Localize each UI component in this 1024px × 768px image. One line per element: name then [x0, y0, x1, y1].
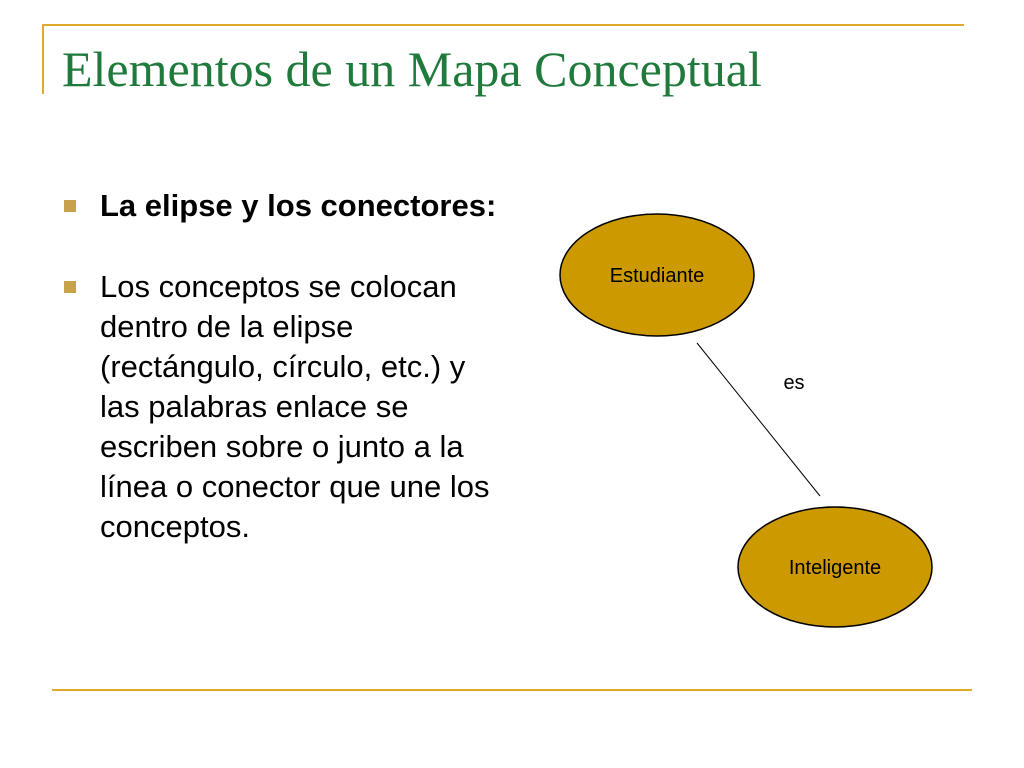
slide-title: Elementos de un Mapa Conceptual [62, 41, 762, 97]
concept-node-estudiante [560, 214, 754, 336]
concept-label-inteligente: Inteligente [788, 557, 882, 579]
link-word-label: es [783, 372, 805, 394]
bullet-heading-text: La elipse y los conectores: [100, 188, 497, 223]
connector-line [697, 343, 820, 496]
concept-label-estudiante: Estudiante [609, 265, 705, 287]
concept-node-inteligente [738, 507, 932, 627]
bullet-description-text: Los conceptos se colocan dentro de la elipse (rectángulo, círculo, etc.) y las palabras enlace se escriben sobre o junto a la línea o conector que une los conceptos. [100, 269, 490, 544]
